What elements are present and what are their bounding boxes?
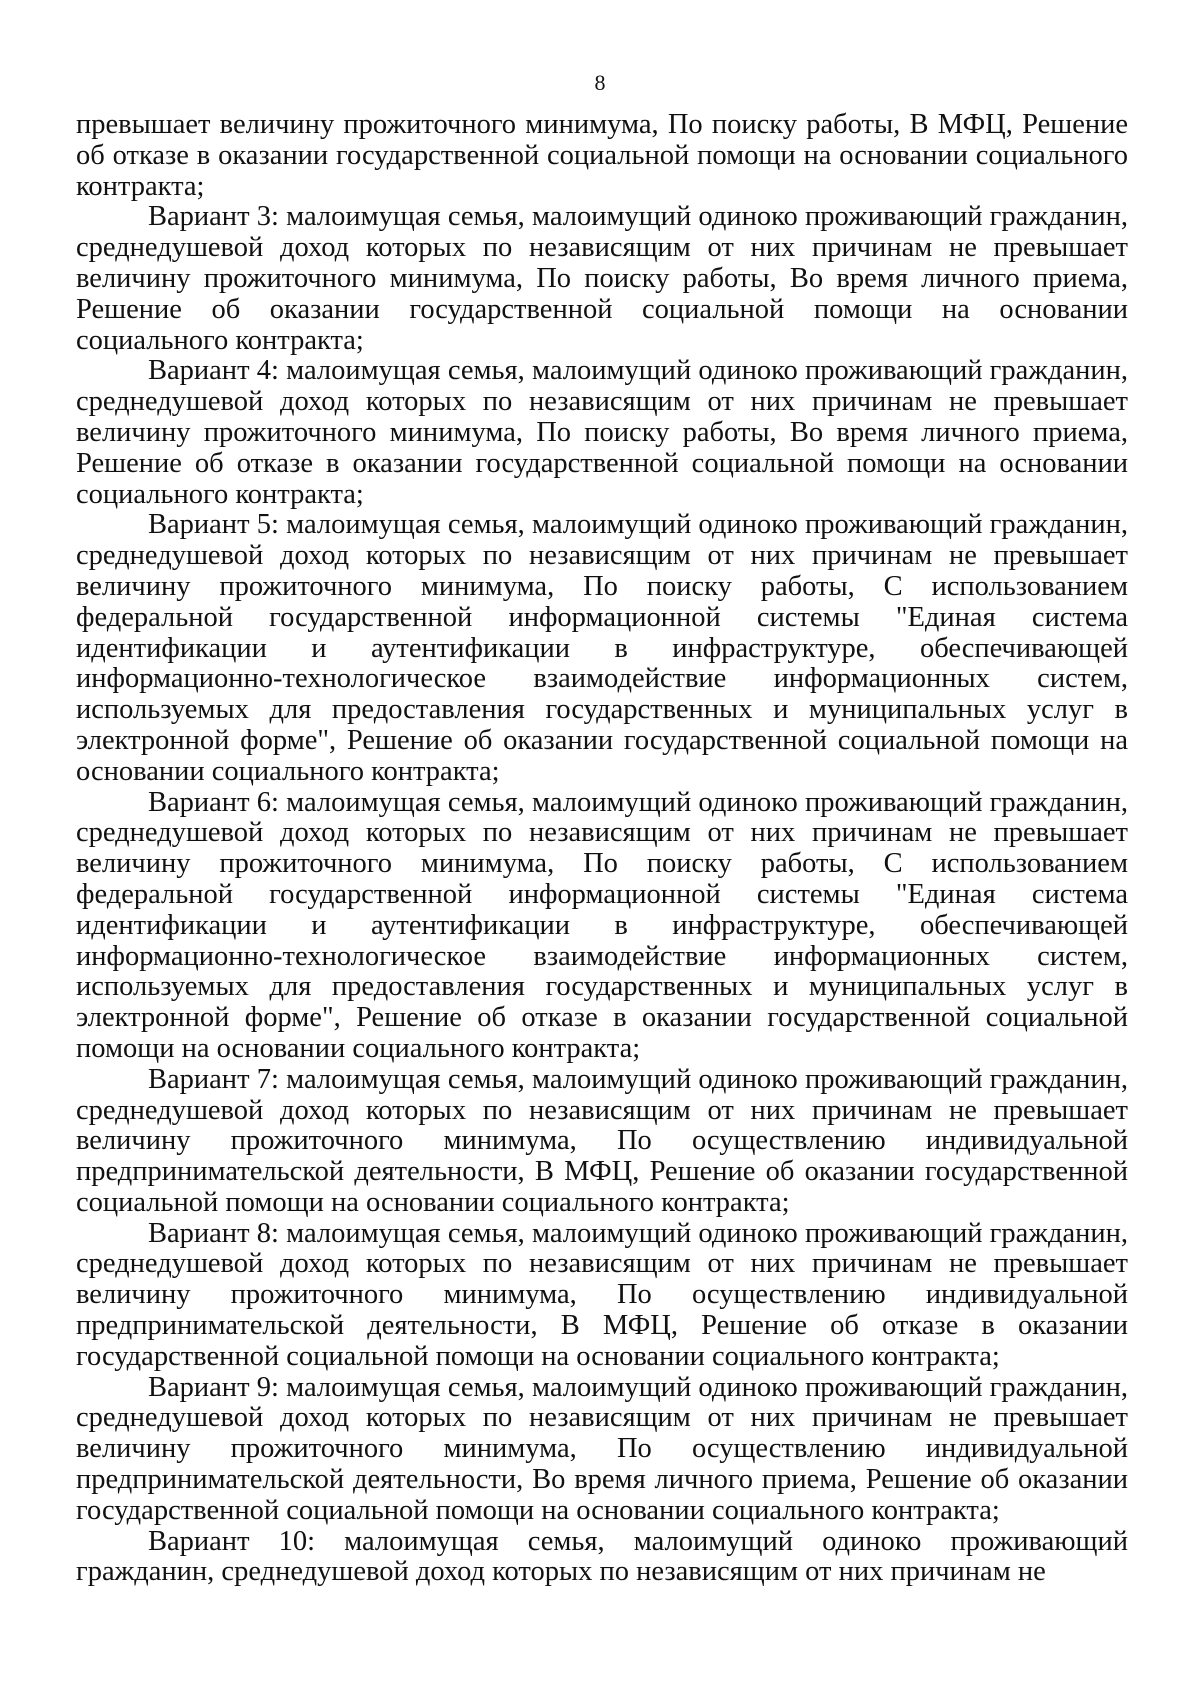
paragraph-variant-6: Вариант 6: малоимущая семья, малоимущий одиноко проживающий гражданин, среднедушевой доход которых по независящим от них причинам не превышает величину прожиточного минимума, По поиску работы, С использованием федеральной государственной информационной системы "Единая система идентификации и аутентификации в инфраструктуре, обеспечивающей информационно-технологическое взаимодействие информационных систем, используемых для предоставления государственных и муниципальных услуг в электронной форме", Решение об отказе в оказании государственной социальной помощи на основании социального контракта; <box>76 786 1128 1064</box>
paragraph-variant-9: Вариант 9: малоимущая семья, малоимущий одиноко проживающий гражданин, среднедушевой доход которых по независящим от них причинам не превышает величину прожиточного минимума, По осуществлению индивидуальной предпринимательской деятельности, Во время личного приема, Решение об оказании государственной социальной помощи на основании социального контракта; <box>76 1371 1128 1526</box>
page-number: 8 <box>594 70 606 95</box>
paragraph-continuation: превышает величину прожиточного минимума, По поиску работы, В МФЦ, Решение об отказе в оказании государственной социальной помощи на основании социального контракта; <box>76 109 1128 202</box>
paragraph-variant-3: Вариант 3: малоимущая семья, малоимущий одиноко проживающий гражданин, среднедушевой доход которых по независящим от них причинам не превышает величину прожиточного минимума, По поиску работы, Во время личного приема, Решение об оказании государственной социальной помощи на основании социального контракта; <box>76 201 1128 356</box>
paragraph-variant-10: Вариант 10: малоимущая семья, малоимущий одиноко проживающий гражданин, среднедушевой доход которых по независящим от них причинам не <box>76 1525 1128 1588</box>
paragraph-variant-4: Вариант 4: малоимущая семья, малоимущий одиноко проживающий гражданин, среднедушевой доход которых по независящим от них причинам не превышает величину прожиточного минимума, По поиску работы, Во время личного приема, Решение об отказе в оказании государственной социальной помощи на основании социального контракта; <box>76 355 1128 510</box>
document-body <box>76 110 1128 1588</box>
paragraph-variant-5: Вариант 5: малоимущая семья, малоимущий одиноко проживающий гражданин, среднедушевой доход которых по независящим от них причинам не превышает величину прожиточного минимума, По поиску работы, С использованием федеральной государственной информационной системы "Единая система идентификации и аутентификации в инфраструктуре, обеспечивающей информационно-технологическое взаимодействие информационных систем, используемых для предоставления государственных и муниципальных услуг в электронной форме", Решение об оказании государственной социальной помощи на основании социального контракта; <box>76 509 1128 787</box>
paragraph-variant-8: Вариант 8: малоимущая семья, малоимущий одиноко проживающий гражданин, среднедушевой доход которых по независящим от них причинам не превышает величину прожиточного минимума, По осуществлению индивидуальной предпринимательской деятельности, В МФЦ, Решение об отказе в оказании государственной социальной помощи на основании социального контракта; <box>76 1217 1128 1372</box>
paragraph-variant-7: Вариант 7: малоимущая семья, малоимущий одиноко проживающий гражданин, среднедушевой доход которых по независящим от них причинам не превышает величину прожиточного минимума, По осуществлению индивидуальной предпринимательской деятельности, В МФЦ, Решение об оказании государственной социальной помощи на основании социального контракта; <box>76 1063 1128 1218</box>
